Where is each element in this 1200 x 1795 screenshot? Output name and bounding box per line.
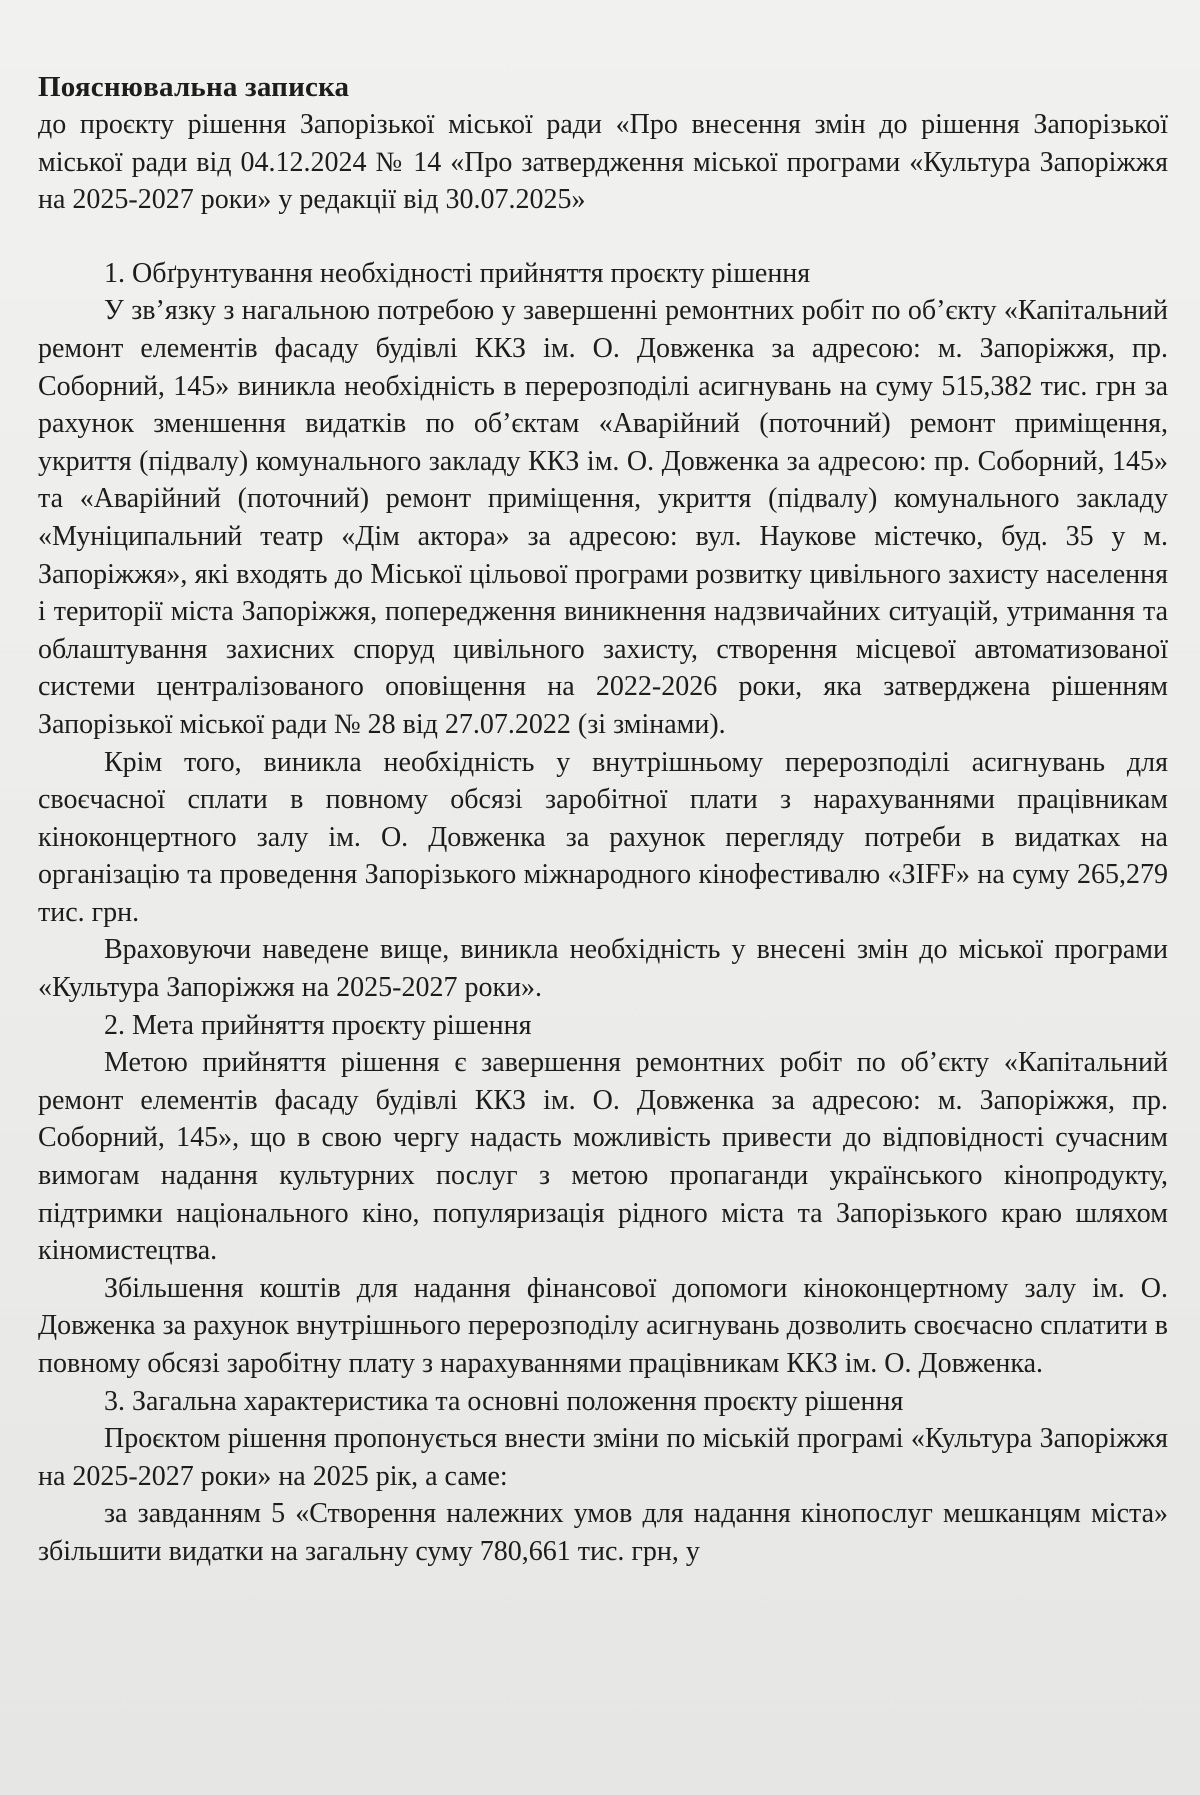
section-2-paragraph-1: Метою прийняття рішення є завершення ремонтних робіт по об’єкту «Капітальний ремонт елементів фасаду будівлі ККЗ ім. О. Довженка за адресою: м. Запоріжжя, пр. Соборний, 145», що в свою чергу надасть можливість привести до відповідності сучасним вимогам надання культурних послуг з метою пропаганди українського кінопродукту, підтримки національного кіно, популяризація рідного міста та Запорізького краю шляхом кіномистецтва. xyxy=(38,1047,1168,1267)
section-1-paragraph-1: У зв’язку з нагальною потребою у завершенні ремонтних робіт по об’єкту «Капітальний ремонт елементів фасаду будівлі ККЗ ім. О. Довженка за адресою: м. Запоріжжя, пр. Соборний, 145» виникла необхідність в перерозподілі асигнувань на суму 515,382 тис. грн за рахунок зменшення видатків по об’єктам «Аварійний (поточний) ремонт приміщення, укриття (підвалу) комунального закладу ККЗ ім. О. Довженка за адресою: пр. Соборний, 145» та «Аварійний (поточний) ремонт приміщення, укриття (підвалу) комунального закладу «Муніципальний театр «Дім актора» за адресою: вул. Наукове містечко, буд. 35 у м. Запоріжжя», які входять до Міської цільової програми розвитку цивільного захисту населення і території міста Запоріжжя, попередження виникнення надзвичайних ситуацій, утримання та облаштування захисних споруд цивільного захисту, створення місцевої автоматизованої системи централізованого оповіщення на 2022-2026 роки, яка затверджена рішенням Запорізької міської ради № 28 від 27.07.2022 (зі змінами). xyxy=(38,295,1168,740)
section-2-paragraph-2: Збільшення коштів для надання фінансової допомоги кіноконцертному залу ім. О. Довженка за рахунок внутрішнього перерозподілу асигнувань дозволить своєчасно сплатити в повному обсязі заробітну плату з нарахуваннями працівникам ККЗ ім. О. Довженка. xyxy=(38,1272,1168,1379)
section-3-paragraph-2: за завданням 5 «Створення належних умов для надання кінопослуг мешканцям міста» збільшити видатки на загальну суму 780,661 тис. грн, у xyxy=(38,1498,1168,1567)
section-3-paragraph-1: Проєктом рішення пропонується внести зміни по міській програмі «Культура Запоріжжя на 2025-2027 роки» на 2025 рік, а саме: xyxy=(38,1423,1168,1492)
section-1-heading: 1. Обґрунтування необхідності прийняття проєкту рішення xyxy=(104,257,811,289)
section-1-paragraph-3: Враховуючи наведене вище, виникла необхідність у внесені змін до міської програми «Культура Запоріжжя на 2025-2027 роки». xyxy=(38,934,1168,1004)
section-2-heading: 2. Мета прийняття проєкту рішення xyxy=(104,1009,532,1041)
document-title: Пояснювальна записка xyxy=(38,71,350,103)
section-1-paragraph-2: Крім того, виникла необхідність у внутрішньому перерозподілі асигнувань для своєчасної сплати в повному обсязі заробітної плати з нарахуваннями працівникам кіноконцертного залу ім. О. Довженка за рахунок перегляду потреби в видатках на організацію та проведення Запорізького міжнародного кінофестивалю «ЗIFF» на суму 265,279 тис. грн. xyxy=(38,746,1168,928)
section-3-heading: 3. Загальна характеристика та основні положення проєкту рішення xyxy=(104,1385,904,1417)
document-subtitle: до проєкту рішення Запорізької міської ради «Про внесення змін до рішення Запорізької міської ради від 04.12.2024 № 14 «Про затвердження міської програми «Культура Запоріжжя на 2025-2027 роки» у редакції від 30.07.2025» xyxy=(38,109,1168,216)
